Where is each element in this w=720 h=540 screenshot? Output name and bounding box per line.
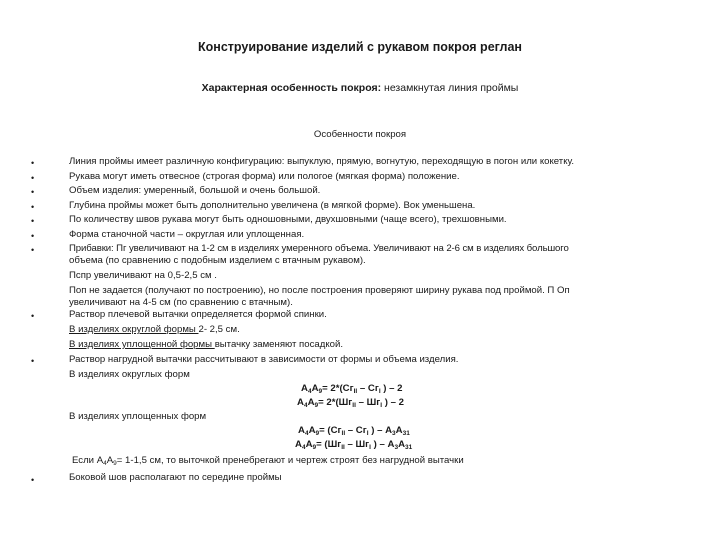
bullet-marker: • xyxy=(31,187,35,197)
text-line: увеличивают на 4-5 см (по сравнению с втачным). xyxy=(69,297,293,308)
text-line: Форма станочной части – округлая или уплощенная. xyxy=(69,229,305,240)
section-title: Особенности покроя xyxy=(313,129,407,140)
formula-1: $А_4А_9= 2*(Сг_{II} - Сг_I$ ) – 2 xyxy=(301,383,403,395)
text-line: Боковой шов располагают по середине проймы xyxy=(69,472,282,483)
page-title: Конструирование изделий с рукавом покроя реглан xyxy=(198,40,522,54)
bullet-marker: • xyxy=(31,356,35,366)
text-line xyxy=(69,324,240,336)
formula-2: $А_4А_9= 2*(Шг_{II} - Шг_I$ ) – 2 xyxy=(297,397,404,409)
bullet-marker: • xyxy=(31,202,35,212)
text-line: По количеству швов рукава могут быть одношовными, двухшовными (чаще всего), трехшовными. xyxy=(69,214,507,225)
text-line: Объем изделия: умеренный, большой и очень большой. xyxy=(69,185,321,196)
subtitle xyxy=(0,82,720,94)
text-run: 2- 2,5 см. xyxy=(198,324,240,335)
formula-4: $А_4А_9= (Шг_{II} - Шг_I$ ) – $А_3А_{31}$ xyxy=(295,439,413,451)
text-line: В изделиях уплощенных форм xyxy=(69,411,207,422)
text-line: Глубина проймы может быть дополнительно увеличена (в мягкой форме). Вок уменьшена. xyxy=(69,200,476,211)
text-line: Линия проймы имеет различную конфигурацию: выпуклую, прямую, вогнутую, переходящую в погон или кокетку. xyxy=(69,156,574,167)
subtitle-value: незамкнутая линия проймы xyxy=(381,82,519,94)
bullet-marker: • xyxy=(31,231,35,241)
text-line: Рукава могут иметь отвесное (строгая форма) или пологое (мягкая форма) положение. xyxy=(69,171,460,182)
bullet-marker: • xyxy=(31,158,35,168)
bullet-marker: • xyxy=(31,216,35,226)
text-line: Прибавки: Пг увеличивают на 1-2 см в изделиях умеренного объема. Увеличивают на 2-6 см в изделиях большого xyxy=(69,243,569,254)
formula-3: $А_4А_9= (Сг_{II} - Сг_I$ ) – $А_3А_{31}$ xyxy=(298,425,410,437)
bullet-marker: • xyxy=(31,245,35,255)
text-line xyxy=(69,339,343,351)
text-line: Пспр увеличивают на 0,5-2,5 см . xyxy=(69,270,217,281)
underlined-text: В изделиях уплощенной формы xyxy=(69,339,215,350)
text-line: В изделиях округлых форм xyxy=(69,369,190,380)
text-line: Раствор нагрудной вытачки рассчитывают в зависимости от формы и объема изделия. xyxy=(69,354,459,365)
text-line: Поп не задается (получают по построению), но после построения проверяют ширину рукава под проймой. П Оп xyxy=(69,285,570,296)
text-line: объема (по сравнению с подобным изделием с втачным рукавом). xyxy=(69,255,366,266)
underlined-text: В изделиях округлой формы xyxy=(69,324,199,335)
bullet-marker: • xyxy=(31,475,35,485)
bullet-marker: • xyxy=(31,173,35,183)
text-run: вытачку заменяют посадкой. xyxy=(214,339,343,350)
subtitle-label: Характерная особенность покроя: xyxy=(201,82,382,94)
text-line: Раствор плечевой вытачки определяется формой спинки. xyxy=(69,309,327,320)
text-line: Если $А_4А_9= 1-1,5$ см, то выточкой пренебрегают и чертеж строят без нагрудной вытачки xyxy=(72,455,464,467)
bullet-marker: • xyxy=(31,311,35,321)
